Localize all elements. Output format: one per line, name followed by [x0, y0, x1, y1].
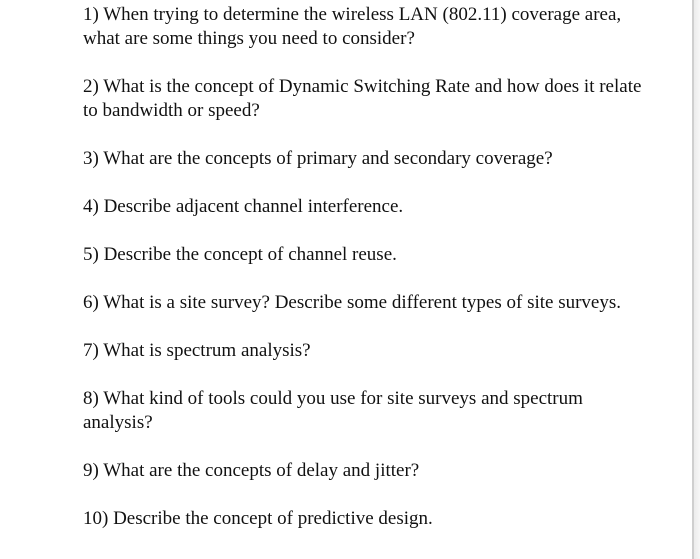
question-item: 3) What are the concepts of primary and secondary coverage?	[83, 148, 553, 169]
question-item: 6) What is a site survey? Describe some different types of site surveys.	[83, 292, 622, 313]
question-item: 8) What kind of tools could you use for site surveys and spectrum analysis?	[83, 388, 583, 433]
question-item: 10) Describe the concept of predictive design.	[83, 508, 433, 529]
question-list	[83, 3, 643, 555]
page-edge-shadow	[694, 0, 700, 559]
question-item: 7) What is spectrum analysis?	[83, 340, 311, 361]
question-item: 9) What are the concepts of delay and jitter?	[83, 460, 420, 481]
question-item: 4) Describe adjacent channel interference.	[83, 196, 404, 217]
question-item: 1) When trying to determine the wireless LAN (802.11) coverage area, what are some things you need to consider?	[83, 4, 622, 49]
question-item: 2) What is the concept of Dynamic Switching Rate and how does it relate to bandwidth or speed?	[83, 76, 642, 121]
question-item: 5) Describe the concept of channel reuse.	[83, 244, 397, 265]
